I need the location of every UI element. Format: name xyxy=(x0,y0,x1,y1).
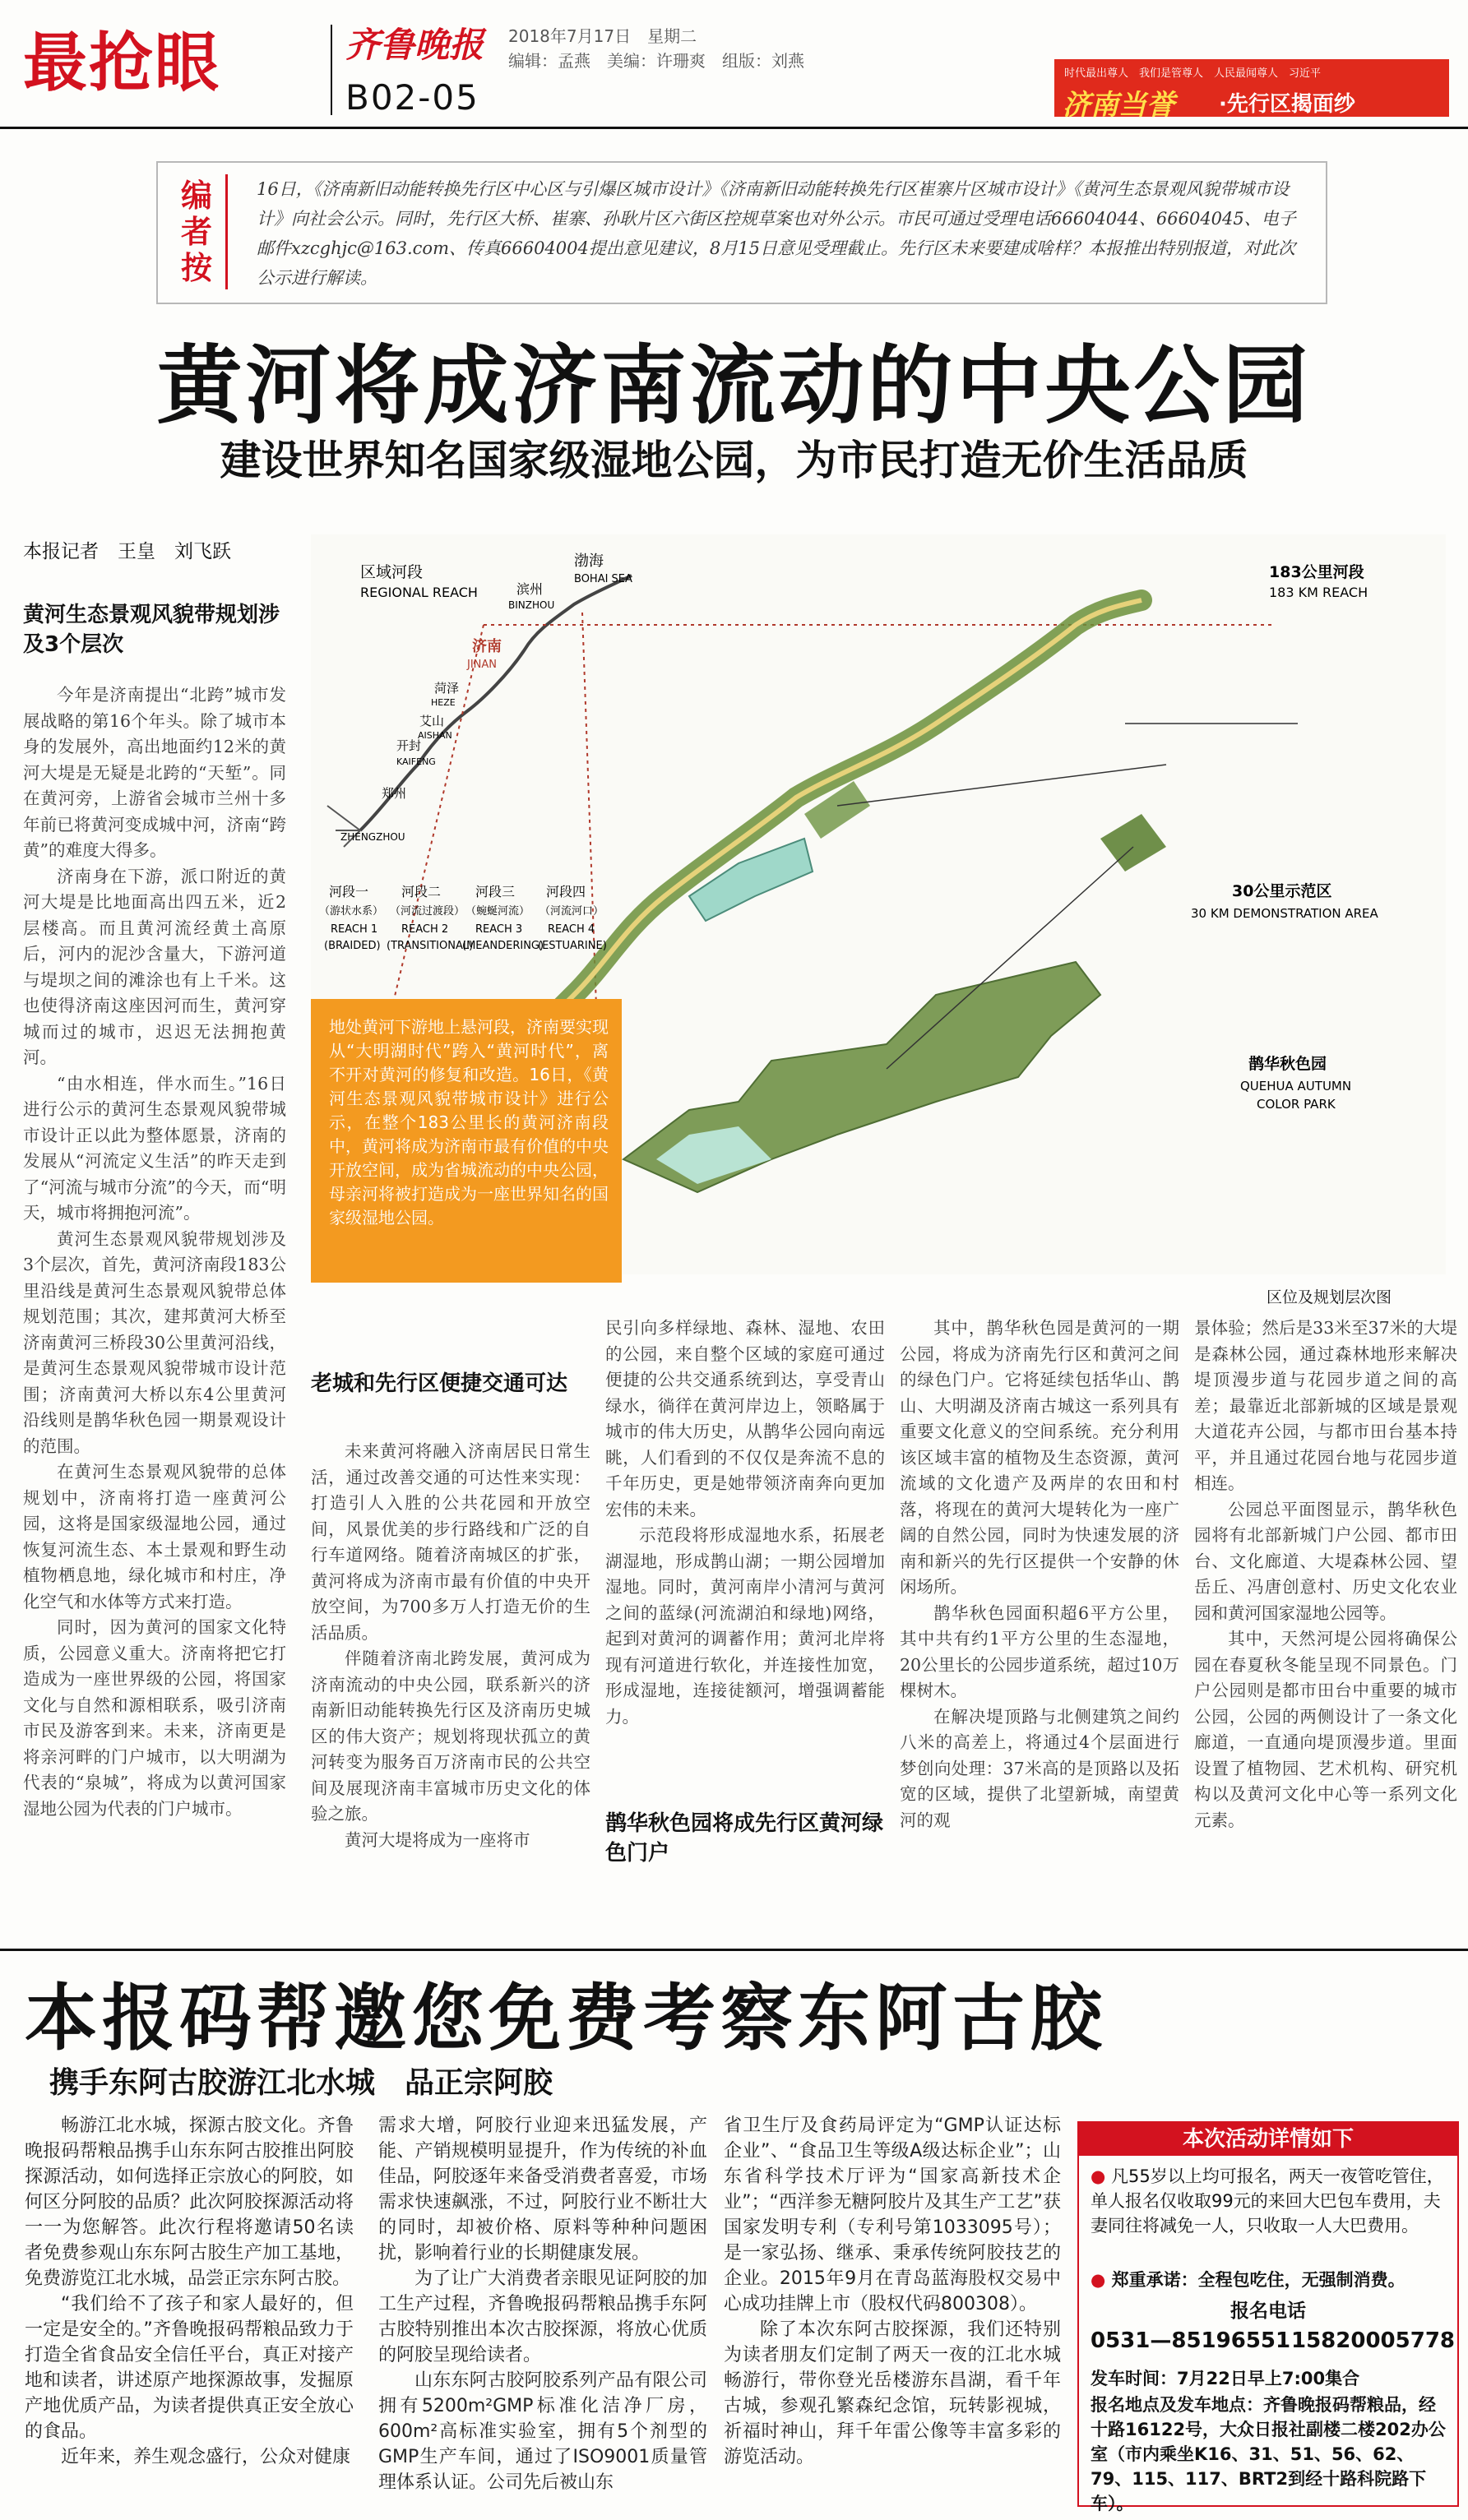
event-rule-item: ● 凡55岁以上均可报名，两天一夜管吃管住，单人报名仅收取99元的来回大巴包车费用，夫妻同往将减免一人，只收取一人大巴费用。 xyxy=(1091,2166,1444,2236)
column-promo-banner xyxy=(1054,59,1449,122)
staff-line: 编辑：孟燕 美编：许珊爽 组版：刘燕 xyxy=(508,51,804,71)
section-heading: 黄河生态景观风貌带规划涉及3个层次 xyxy=(23,603,280,657)
paragraph: 黄河生态景观风貌带规划涉及3个层次，首先，黄河济南段183公里沿线是黄河生态景观风貌带总体规划范围；其次，建邦黄河大桥至济南黄河三桥段30公里黄河沿线，是黄河生态景观风貌带城市设计范围；济南黄河大桥以东4公里黄河沿线则是鹊华秋色园一期景观设计的范围。 xyxy=(23,1228,286,1456)
city-label-cn: 开封 xyxy=(396,738,422,753)
promo-slogan: 时代最出尊人 我们是管尊人 人民最闻尊人 习近平 xyxy=(1064,67,1322,80)
page-code: B02-05 xyxy=(345,77,479,118)
signup-location: 报名地点及发车地点：齐鲁晚报码帮粮品，经十路16122号，大众日报社副楼二楼202办公室（市内乘坐K16、31、51、56、62、79、115、117、BRT2到经十路科院路下车）。 xyxy=(1091,2395,1446,2513)
map-label-183-cn: 183公里河段 xyxy=(1269,563,1364,581)
reach-label-en: REACH 3 xyxy=(475,923,523,936)
article-column xyxy=(23,682,286,1932)
reach-label-sub: （河流河口） xyxy=(540,905,604,918)
highlight-box xyxy=(311,999,622,1283)
paragraph: 其中，鹊华秋色园是黄河的一期公园，将成为济南先行区和黄河之间的绿色门户。它将延续包括华山、鹊山、大明湖及济南古城这一系列具有重要文化意义的空间系统。充分利用该区域丰富的植物及生态资源，黄河流域的文化遗产及两岸的农田和村落，将现在的黄河大堤转化为一座广阔的自然公园，同时为快速发展的济南和新兴的先行区提供一个安静的休闲场所。 xyxy=(900,1318,1179,1597)
date-line: 2018年7月17日 星期二 xyxy=(508,26,697,46)
reach-label-cn: 河段一 xyxy=(329,884,369,899)
ad-subheadline: 携手东阿古胶游江北水城 品正宗阿胶 xyxy=(49,2066,553,2100)
paragraph: 公园总平面图显示，鹊华秋色园将有北部新城门户公园、都市田台、文化廊道、大堤森林公园、望岳丘、冯唐创意村、历史文化农业园和黄河国家湿地公园等。 xyxy=(1194,1499,1457,1623)
city-label-en: AISHAN xyxy=(418,730,452,741)
section-heading: 鹊华秋色园将成先行区黄河绿色门户 xyxy=(605,1811,884,1866)
masthead-rule xyxy=(0,127,1468,129)
reach-label-cn: 河段三 xyxy=(475,884,516,899)
highlight-text: 地处黄河下游地上悬河段，济南要实现从“大明湖时代”跨入“黄河时代”，离不开对黄河的修复和改造。16日，《黄河生态景观风貌带城市设计》进行公示，在整个183公里长的黄河济南段中，黄河将成为济南市最有价值的中央开放空间，成为省城流动的中央公园，母亲河将被打造成为一座世界知名的国家级湿地公园。 xyxy=(329,1017,609,1228)
reach-label-sub: （河流过渡段） xyxy=(390,905,465,918)
paragraph: 畅游江北水城，探源古胶文化。齐鲁晚报码帮粮品携手山东东阿古胶推出阿胶探源活动，如何选择正宗放心的阿胶，如何区分阿胶的品质？此次阿胶探源活动将一一为您解答。此次行程将邀请50名读者免费参观山东东阿古胶生产加工基地，免费游览江北水城，品尝正宗东阿古胶。 xyxy=(25,2115,354,2289)
paragraph: 民引向多样绿地、森林、湿地、农田的公园，来自整个区域的家庭可通过便捷的公共交通系统到达，享受青山绿水，徜徉在黄河岸边上，领略属于城市的伟大历史，从鹊华公园向南远眺，人们看到的不仅仅是奔流不息的千年历史，更是她带领济南奔向更加宏伟的未来。 xyxy=(605,1318,885,1519)
masthead-divider xyxy=(331,25,332,115)
city-label-cn: 济南 xyxy=(472,638,502,655)
paragraph: 其中，天然河堤公园将确保公园在春夏秋冬能呈现不同景色。门户公园则是都市田台中重要的城市公园，公园的两侧设计了一条文化廊道，一直通向堤顶漫步道。里面设置了植物园、艺术机构、研究机构以及黄河文化中心等一系列文化元素。 xyxy=(1194,1629,1457,1830)
reach-label-en2: (BRAIDED) xyxy=(324,940,381,952)
article-column xyxy=(311,1439,590,1907)
headline: 黄河将成济南流动的中央公园 xyxy=(156,335,1312,436)
newspaper-logo: 齐鲁晚报 xyxy=(345,25,484,65)
editor-note-text: 16日，《济南新旧动能转换先行区中心区与引爆区城市设计》《济南新旧动能转换先行区崔寨片区城市设计》《黄河生态景观风貌带城市设计》向社会公示。同时，先行区大桥、崔寨、孙耿片区六街区控规草案也对外公示。市民可通过受理电话66604044、66604045、电子邮件xzcghjc@163.com、传真66604004提出意见建议，8月15日意见受理截止。先行区未来要建成啥样？本报推出特别报道，对此次公示进行解读。 xyxy=(257,179,1296,288)
city-label-en: ZHENGZHOU xyxy=(340,831,405,843)
reach-label-en2: (ESTUARINE) xyxy=(538,940,607,952)
bullet-icon: ● xyxy=(1091,2166,1106,2186)
article-column xyxy=(605,1315,885,1809)
reach-label-sub: （蜿蜒河流） xyxy=(465,905,530,918)
paragraph: 需求大增，阿胶行业迎来迅猛发展，产能、产销规模明显提升，作为传统的补血佳品，阿胶逐年来备受消费者喜爱，市场需求快速飙涨，不过，阿胶行业不断壮大的同时，却被价格、原料等种种问题困扰，影响着行业的长期健康发展。 xyxy=(378,2115,707,2263)
paragraph: 山东东阿古胶阿胶系列产品有限公司拥有5200m²GMP标准化洁净厂房，600m²高标准实验室，拥有5个剂型的GMP生产车间，通过了ISO9001质量管理体系认证。公司先后被山东 xyxy=(378,2370,707,2493)
city-label-en: KAIFENG xyxy=(396,756,436,767)
map-label-demo-en: 30 KM DEMONSTRATION AREA xyxy=(1191,906,1378,921)
departure-time: 发车时间：7月22日早上7:00集合 xyxy=(1091,2369,1360,2388)
ad-column xyxy=(25,2113,354,2508)
map-label-park-en: COLOR PARK xyxy=(1257,1097,1336,1112)
paragraph: 除了本次东阿古胶探源，我们还特别为读者朋友们定制了两天一夜的江北水城畅游行，带你登光岳楼游东昌湖，看千年古城，参观孔繁森纪念馆，玩转影视城，祈福时神山，拜千年雷公像等丰富多彩的游览活动。 xyxy=(724,2319,1061,2467)
map-label-regional-en: REGIONAL REACH xyxy=(360,585,478,600)
map-label-park-cn: 鹊华秋色园 xyxy=(1248,1055,1327,1073)
event-details-box xyxy=(1077,2121,1459,2513)
paragraph: 伴随着济南北跨发展，黄河成为济南流动的中央公园，联系新兴的济南新旧动能转换先行区及济南历史城区的伟大资产；规划将现状孤立的黄河转变为服务百万济南市民的公共空间及展现济南丰富城市历史文化的体验之旅。 xyxy=(311,1648,590,1824)
paragraph: 为了让广大消费者亲眼见证阿胶的加工生产过程，齐鲁晚报码帮粮品携手东阿古胶特别推出本次古胶探源，将放心优质的阿胶呈现给读者。 xyxy=(378,2268,707,2365)
paragraph: 鹊华秋色园面积超6平方公里，其中共有约1平方公里的生态湿地，20公里长的公园步道系统，超过10万棵树木。 xyxy=(900,1602,1179,1700)
city-label-en: HEZE xyxy=(431,697,456,708)
reach-label-en: REACH 4 xyxy=(548,923,595,936)
bullet-icon: ● xyxy=(1091,2270,1106,2290)
paragraph: “我们给不了孩子和家人最好的，但一定是安全的。”齐鲁晚报码帮粮品致力于打造全省食品安全信任平台，真正对接产地和读者，讲述原产地探源故事，发掘原产地优质产品，为读者提供真正安全放心的食品。 xyxy=(25,2294,354,2442)
city-label-en: JINAN xyxy=(467,659,498,671)
map-label-demo-cn: 30公里示范区 xyxy=(1232,882,1332,900)
section-heading: 老城和先行区便捷交通可达 xyxy=(311,1371,568,1396)
phone-label: 报名电话 xyxy=(1230,2300,1306,2322)
editor-note-bar xyxy=(225,174,228,289)
map-label-park-en: QUEHUA AUTUMN xyxy=(1240,1079,1352,1094)
ad-column xyxy=(724,2113,1061,2508)
paragraph: “由水相连，伴水而生。”16日进行公示的黄河生态景观风貌带城市设计正以此为整体愿景，济南的发展从“河流定义生活”的昨天走到了“河流与城市分流”的今天，而“明天，城市将拥抱河流”。 xyxy=(23,1073,286,1223)
article-column xyxy=(1194,1315,1457,1924)
paragraph: 同时，因为黄河的国家文化特质，公园意义重大。济南将把它打造成为一座世界级的公园，将国家文化与自然和源相联系，吸引济南市民及游客到来。未来，济南更是将亲河畔的门户城市，以大明湖为代表的“泉城”，将成为以黄河国家湿地公园为代表的门户城市。 xyxy=(23,1617,286,1819)
map-label-regional-cn: 区域河段 xyxy=(360,563,424,581)
subheadline: 建设世界知名国家级湿地公园，为市民打造无价生活品质 xyxy=(220,437,1248,484)
event-details-title: 本次活动详情如下 xyxy=(1079,2123,1457,2156)
ad-headline: 本报码帮邀您免费考察东阿古胶 xyxy=(25,1976,1108,2060)
section-rule xyxy=(0,1949,1468,1951)
reach-label-sub: （游状水系） xyxy=(319,905,384,918)
phone-number[interactable]: 15820005778 xyxy=(1291,2328,1455,2353)
ad-column xyxy=(378,2113,707,2508)
paragraph: 近年来，养生观念盛行，公众对健康 xyxy=(61,2447,351,2467)
article-column xyxy=(900,1315,1179,1924)
paragraph: 在黄河生态景观风貌带的总体规划中，济南将打造一座黄河公园，这将是国家级湿地公园，通过恢复河流生态、本土景观和野生动植物栖息地，绿化城市和村庄，净化空气和水体等方式来打造。 xyxy=(23,1462,286,1611)
city-label-en: BOHAI SEA xyxy=(574,573,632,585)
section-title: 最抢眼 xyxy=(23,26,221,100)
paragraph: 未来黄河将融入济南居民日常生活，通过改善交通的可达性来实现：打造引人入胜的公共花园和开放空间，风景优美的步行路线和广泛的自行车道网络。随着济南城区的扩张，黄河将成为济南市最有价值的中央开放空间，为700多万人打造无价的生活品质。 xyxy=(311,1441,590,1643)
reach-label-cn: 河段四 xyxy=(546,884,586,899)
editor-note-label: 编者按 xyxy=(181,178,213,286)
map-label-183-en: 183 KM REACH xyxy=(1269,585,1368,600)
event-promise-item: ● 郑重承诺：全程包吃住，无强制消费。 xyxy=(1091,2270,1405,2290)
city-label-en: BINZHOU xyxy=(508,599,555,611)
reach-label-en: REACH 2 xyxy=(401,923,449,936)
city-label-cn: 艾山 xyxy=(419,714,445,728)
reach-label-cn: 河段二 xyxy=(401,884,442,899)
editor-note xyxy=(156,161,1327,304)
promo-subtitle: ·先行区揭面纱 xyxy=(1219,92,1355,117)
paragraph: 省卫生厅及食药局评定为“GMP认证达标企业”、“食品卫生等级A级达标企业”；山东省科学技术厅评为“国家高新技术企业”；“西洋参无糖阿胶片及其生产工艺”获国家发明专利（专利号第1033095号）；是一家弘扬、继承、秉承传统阿胶技艺的企业。2015年9月在青岛蓝海股权交易中心成功挂牌上市（股权代码800308）。 xyxy=(724,2115,1061,2314)
paragraph: 今年是济南提出“北跨”城市发展战略的第16个年头。除了城市本身的发展外，高出地面约12米的黄河大堤是无疑是北跨的“天堑”。同在黄河旁，上游省会城市兰州十多年前已将黄河变成城中河，济南“跨黄”的难度大得多。 xyxy=(23,685,286,860)
byline: 本报记者 王皇 刘飞跃 xyxy=(23,541,231,562)
paragraph: 示范段将形成湿地水系，拓展老湖湿地，形成鹊山湖；一期公园增加湿地。同时，黄河南岸小清河与黄河之间的蓝绿(河流湖泊和绿地)网络，起到对黄河的调蓄作用；黄河北岸将现有河道进行软化，并连接性加宽，形成湿地，连接徒额河，增强调蓄能力。 xyxy=(605,1525,885,1727)
city-label-cn: 郑州 xyxy=(382,786,407,801)
paragraph: 济南身在下游，派口附近的黄河大堤是比地面高出四五米，近2层楼高。而且黄河流经黄土高原后，河内的泥沙含量大，下游河道与堤坝之间的滩涂也有上千米。这也使得济南这座因河而生，黄河穿城而过的城市，迟迟无法拥抱黄河。 xyxy=(23,866,286,1067)
reach-label-en2: (TRANSITIONAL) xyxy=(387,940,474,952)
city-label-cn: 滨州 xyxy=(516,581,544,597)
reach-label-en2: (MEANDERING) xyxy=(462,940,544,952)
city-label-cn: 渤海 xyxy=(574,553,604,570)
promo-title: 济南当誉 xyxy=(1063,89,1174,122)
reach-label-en: REACH 1 xyxy=(331,923,378,936)
masthead xyxy=(0,0,1468,132)
paragraph: 景体验；然后是33米至37米的大堤是森林公园，通过森林地形来解决堤顶漫步道与花园步道之间的高差；最靠近北部新城的区域是景观大道花卉公园，与都市田台基本持平，并且通过花园台地与花园步道相连。 xyxy=(1194,1318,1457,1493)
map-caption: 区位及规划层次图 xyxy=(1267,1288,1392,1306)
city-label-cn: 菏泽 xyxy=(434,681,460,696)
paragraph: 在解决堤顶路与北侧建筑之间约八米的高差上，将通过4个层面进行梦创向处理：37米高的是顶路以及拓宽的区域，提供了北望新城，南望黄河的观 xyxy=(900,1706,1179,1830)
paragraph: 黄河大堤将成为一座将市 xyxy=(345,1829,530,1850)
phone-number[interactable]: 0531—85196551 xyxy=(1091,2328,1291,2353)
